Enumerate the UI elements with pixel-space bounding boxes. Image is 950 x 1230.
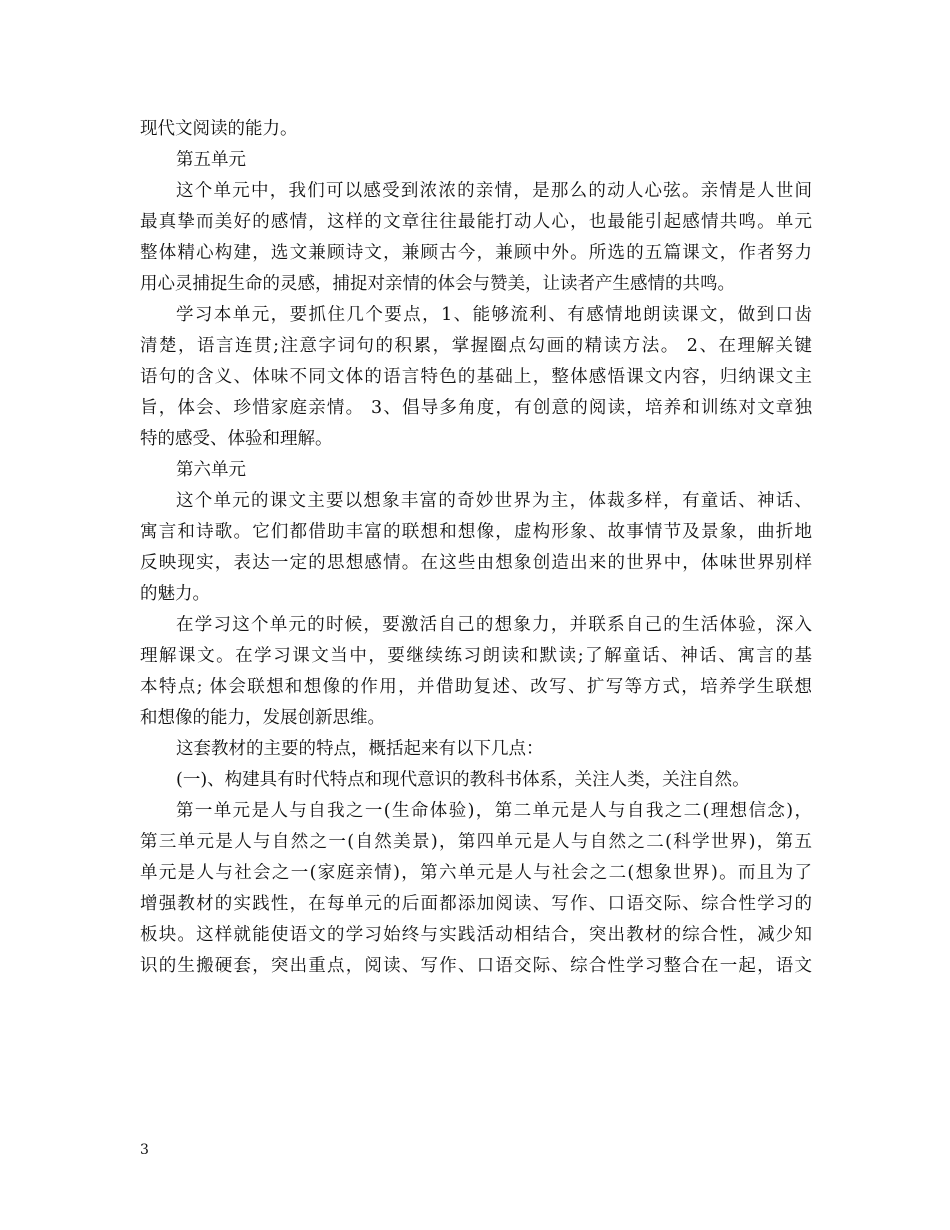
text-line: 旨，体会、珍惜家庭亲情。 3、倡导多角度，有创意的阅读，培养和训练对文章独: [140, 398, 812, 418]
document-body: [140, 114, 812, 982]
text-line: 寓言和诗歌。它们都借助丰富的联想和想像，虚构形象、故事情节及景象，曲折地: [140, 522, 812, 542]
text-line: 第三单元是人与自然之一(自然美景)，第四单元是人与自然之二(科学世界)，第五: [140, 832, 812, 852]
text-line: 第五单元: [176, 150, 246, 170]
text-line: 这套教材的主要的特点，概括起来有以下几点：: [176, 739, 544, 759]
text-line: 第一单元是人与自我之一(生命体验)，第二单元是人与自我之二(理想信念)，: [176, 801, 812, 821]
text-line: 清楚，语言连贯;注意字词句的积累，掌握圈点勾画的精读方法。 2、在理解关键: [140, 336, 812, 356]
text-line: 特的感受、体验和理解。: [140, 429, 333, 449]
text-line: 在学习这个单元的时候，要激活自己的想象力，并联系自己的生活体验，深入: [176, 615, 812, 635]
text-line: 单元是人与社会之一(家庭亲情)，第六单元是人与社会之二(想象世界)。而且为了: [140, 863, 812, 883]
text-line: 最真挚而美好的感情，这样的文章往往最能打动人心，也最能引起感情共鸣。单元: [140, 212, 812, 232]
text-line: (一)、构建具有时代特点和现代意识的教科书体系，关注人类，关注自然。: [176, 770, 750, 790]
text-line: 学习本单元，要抓住几个要点，1、能够流利、有感情地朗读课文，做到口齿: [176, 305, 812, 325]
page-number: 3: [140, 1142, 149, 1158]
text-line: 这个单元中，我们可以感受到浓浓的亲情，是那么的动人心弦。亲情是人世间: [176, 181, 812, 201]
text-line: 理解课文。在学习课文当中，要继续练习朗读和默读;了解童话、神话、寓言的基: [140, 646, 812, 666]
text-line: 增强教材的实践性，在每单元的后面都添加阅读、写作、口语交际、综合性学习的: [140, 894, 812, 914]
text-line: 这个单元的课文主要以想象丰富的奇妙世界为主，体裁多样，有童话、神话、: [176, 491, 812, 511]
text-line: 的魅力。: [140, 584, 210, 604]
text-line: 本特点; 体会联想和想像的作用，并借助复述、改写、扩写等方式，培养学生联想: [140, 677, 812, 697]
text-line: 现代文阅读的能力。: [140, 119, 298, 139]
text-line: 反映现实，表达一定的思想感情。在这些由想象创造出来的世界中，体味世界别样: [140, 553, 812, 573]
text-line: 和想像的能力，发展创新思维。: [140, 708, 385, 728]
text-line: 用心灵捕捉生命的灵感，捕捉对亲情的体会与赞美，让读者产生感情的共鸣。: [140, 274, 735, 294]
text-line: 板块。这样就能使语文的学习始终与实践活动相结合，突出教材的综合性，减少知: [140, 925, 812, 945]
text-line: 整体精心构建，选文兼顾诗文，兼顾古今，兼顾中外。所选的五篇课文，作者努力: [140, 243, 812, 263]
text-line: 第六单元: [176, 460, 246, 480]
text-line: 识的生搬硬套，突出重点，阅读、写作、口语交际、综合性学习整合在一起，语文: [140, 956, 812, 976]
text-line: 语句的含义、体味不同文体的语言特色的基础上，整体感悟课文内容，归纳课文主: [140, 367, 812, 387]
